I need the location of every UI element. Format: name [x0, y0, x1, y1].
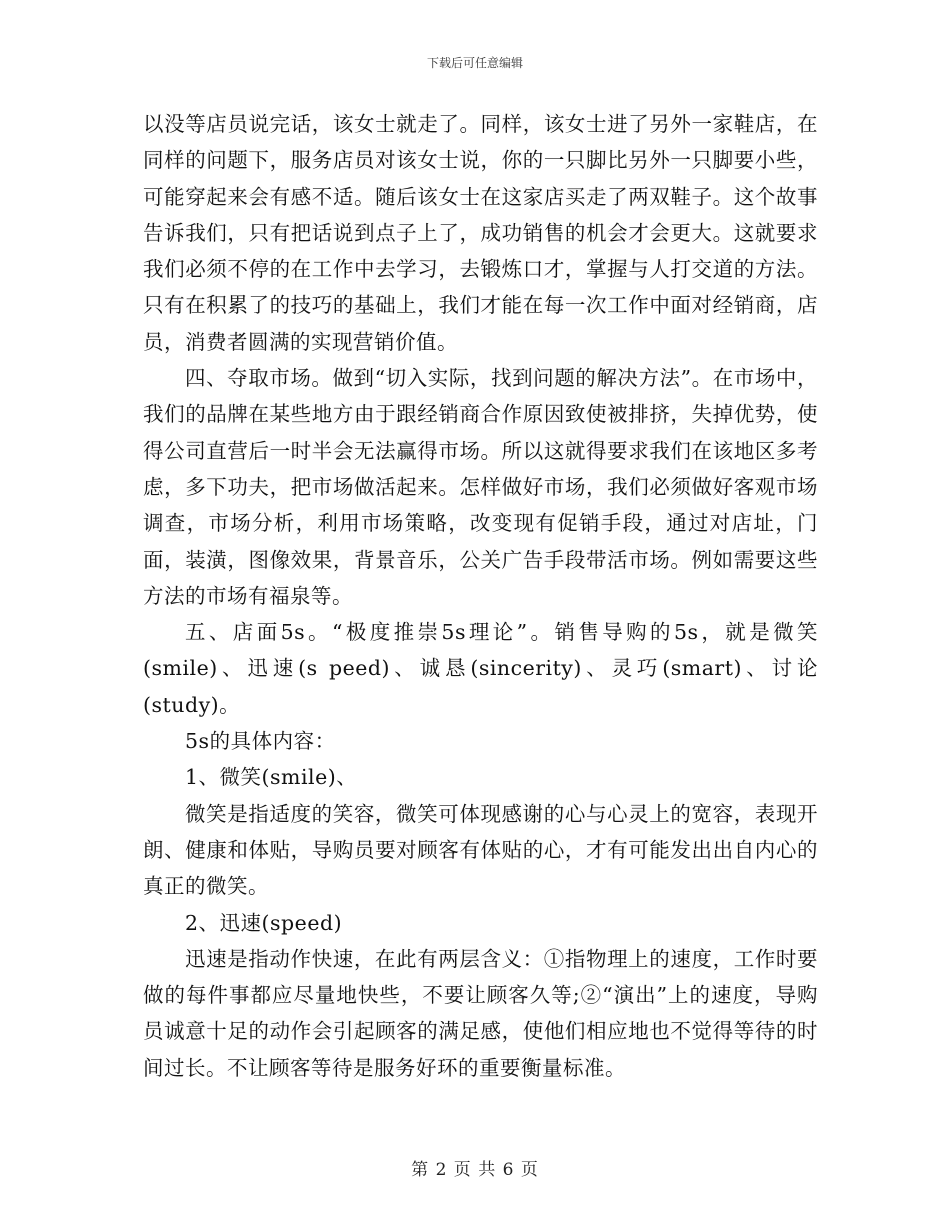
- paragraph-store-5s: 五、店面5s。“极度推崇5s理论”。销售导购的5s，就是微笑(smile)、迅速(s peed)、诚恳(sincerity)、灵巧(smart)、讨论(study)。: [143, 620, 818, 717]
- paragraph-5s-contents-heading: 5s的具体内容：: [185, 729, 336, 754]
- paragraph-speed-body: 迅速是指动作快速，在此有两层含义：①指物理上的速度，工作时要做的每件事都应尽量地快些，不要让顾客久等;②“演出”上的速度，导购员诚意十足的动作会引起顾客的满足感，使他们相应地也不觉得等待的时间过长。不让顾客等待是服务好环的重要衡量标准。: [143, 946, 818, 1080]
- paragraph-capture-market: 四、夺取市场。做到“切入实际，找到问题的解决方法”。在市场中，我们的品牌在某些地方由于跟经销商合作原因致使被排挤，失掉优势，使得公司直营后一时半会无法赢得市场。所以这就得要求我们在该地区多考虑，多下功夫，把市场做活起来。怎样做好市场，我们必须做好客观市场调查，市场分析，利用市场策略，改变现有促销手段，通过对店址，门面，装潢，图像效果，背景音乐，公关广告手段带活市场。例如需要这些方法的市场有福泉等。: [143, 366, 818, 608]
- page-header: 下载后可任意编辑: [426, 56, 523, 70]
- paragraph-speed-heading: 2、迅速(speed): [185, 910, 343, 935]
- paragraph-story-continuation: 以没等店员说完话，该女士就走了。同样，该女士进了另外一家鞋店，在同样的问题下，服务店员对该女士说，你的一只脚比另外一只脚要小些，可能穿起来会有感不适。随后该女士在这家店买走了两双鞋子。这个故事告诉我们，只有把话说到点子上了，成功销售的机会才会更大。这就要求我们必须不停的在工作中去学习，去锻炼口才，掌握与人打交道的方法。只有在积累了的技巧的基础上，我们才能在每一次工作中面对经销商，店员，消费者圆满的实现营销价值。: [143, 112, 818, 354]
- paragraph-smile-heading: 1、微笑(smile)、: [185, 765, 358, 790]
- paragraph-smile-body: 微笑是指适度的笑容，微笑可体现感谢的心与心灵上的宽容，表现开朗、健康和体贴，导购员要对顾客有体贴的心，才有可能发出出自内心的真正的微笑。: [143, 801, 818, 899]
- page-footer: 第 2 页 共 6 页: [411, 1160, 539, 1180]
- document-body: [143, 106, 818, 1086]
